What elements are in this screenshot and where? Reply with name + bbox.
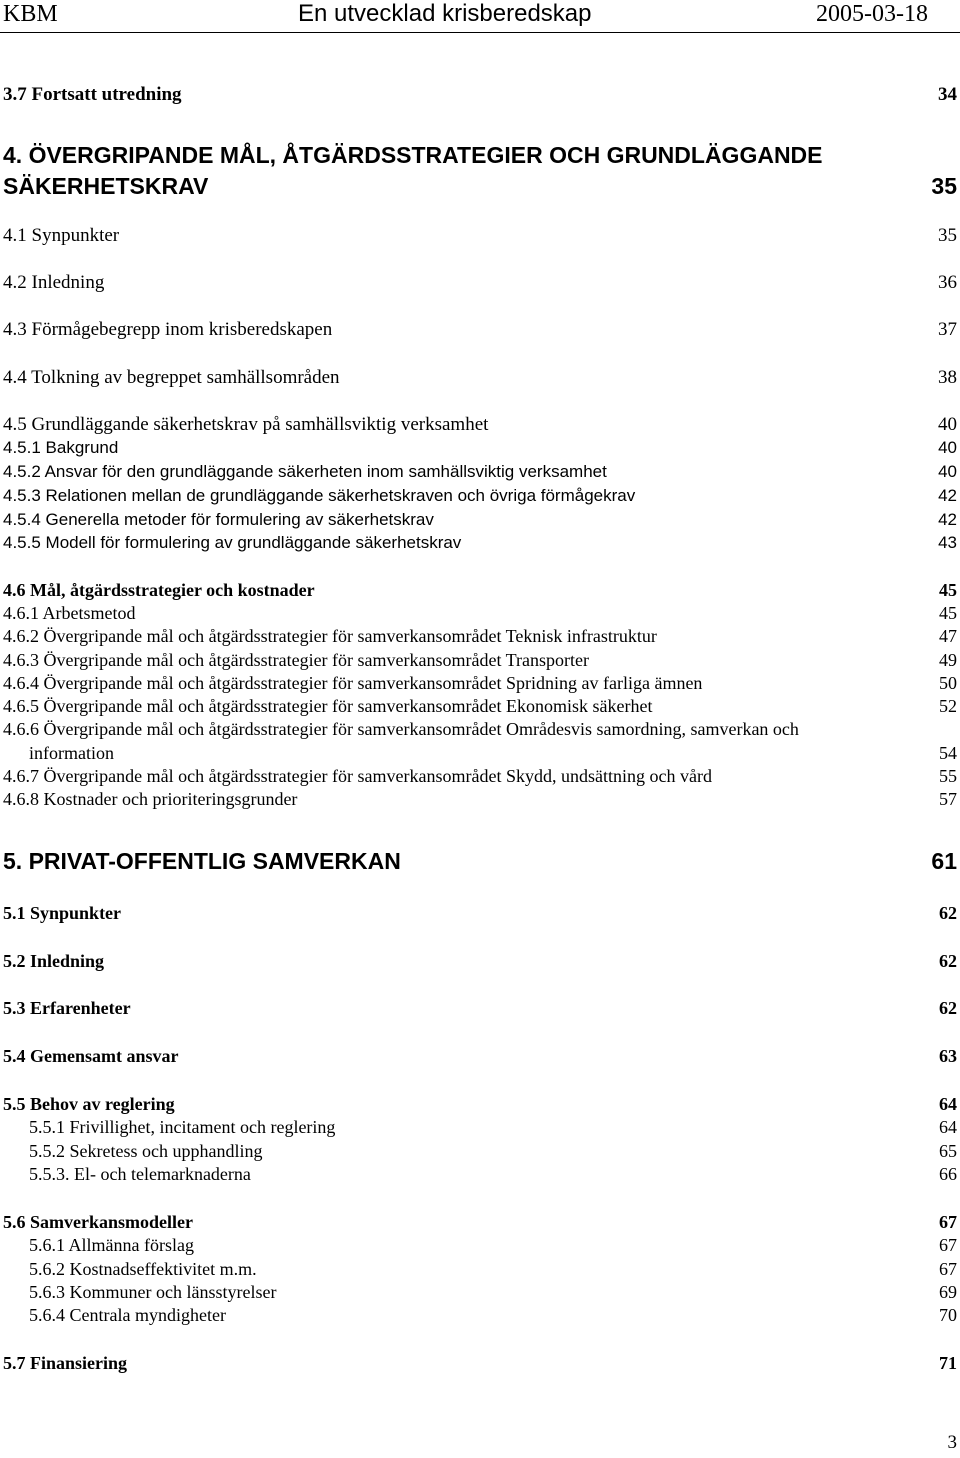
toc-entry-page: 35 — [931, 173, 957, 199]
toc-entry-page: 37 — [938, 319, 957, 340]
toc-entry-title: 5. PRIVAT-OFFENTLIG SAMVERKAN — [3, 848, 401, 874]
toc-entry-page: 50 — [939, 673, 957, 693]
toc-entry-page: 57 — [939, 789, 957, 809]
toc-entry-title: 4.6.1 Arbetsmetod — [3, 603, 136, 623]
toc-entry-title: 5.1 Synpunkter — [3, 903, 122, 923]
toc-entry-title: 4.6.7 Övergripande mål och åtgärdsstrategier för samverkansområdet Skydd, undsättning och vård — [3, 766, 712, 786]
toc-entry-title: 4.6.6 Övergripande mål och åtgärdsstrategier för samverkansområdet Områdesvis samordning, samverkan och — [3, 719, 799, 739]
toc-entry-title: 4.3 Förmågebegrepp inom krisberedskapen — [3, 319, 333, 340]
toc-entry-page: 69 — [939, 1282, 957, 1302]
toc-entry-page: 42 — [938, 510, 957, 529]
toc-entry-page: 62 — [939, 903, 957, 923]
toc-entry-page: 66 — [939, 1164, 957, 1184]
toc-entry-page: 65 — [939, 1141, 957, 1161]
toc-entry-title: 5.6.1 Allmänna förslag — [29, 1235, 194, 1255]
toc-entry-page: 38 — [938, 367, 957, 388]
toc-entry-title: 5.6.2 Kostnadseffektivitet m.m. — [29, 1259, 257, 1279]
header-organization: KBM — [3, 1, 58, 27]
toc-entry-title: 4.6.5 Övergripande mål och åtgärdsstrategier för samverkansområdet Ekonomisk säkerhet — [3, 696, 653, 716]
toc-entry-title: 4.6.3 Övergripande mål och åtgärdsstrategier för samverkansområdet Transporter — [3, 650, 589, 670]
toc-entry-page: 40 — [938, 414, 957, 435]
toc-entry-page: 49 — [939, 650, 957, 670]
header-document-title: En utvecklad krisberedskap — [298, 0, 592, 27]
toc-entry-page: 67 — [939, 1235, 957, 1255]
toc-entry-page: 52 — [939, 696, 957, 716]
page-number: 3 — [947, 1432, 957, 1453]
toc-entry-page: 63 — [939, 1046, 957, 1066]
toc-entry-title-continued: information — [29, 743, 114, 763]
toc-entry-title: 4.6 Mål, åtgärdsstrategier och kostnader — [3, 580, 315, 600]
toc-entry-page: 67 — [939, 1212, 957, 1232]
toc-entry-title: 4.5.2 Ansvar för den grundläggande säkerheten inom samhällsviktig verksamhet — [3, 462, 607, 481]
toc-entry-title: 4.5 Grundläggande säkerhetskrav på samhällsviktig verksamhet — [3, 414, 489, 435]
toc-entry-title: 5.5 Behov av reglering — [3, 1094, 175, 1114]
toc-entry-page: 35 — [938, 225, 957, 246]
toc-entry-title: 5.6.4 Centrala myndigheter — [29, 1305, 226, 1325]
toc-entry-title: 4.5.3 Relationen mellan de grundläggande säkerhetskraven och övriga förmågekrav — [3, 486, 636, 505]
toc-entry-title: 4.2 Inledning — [3, 272, 105, 293]
toc-entry-title: 4.1 Synpunkter — [3, 225, 120, 246]
toc-entry-title: 5.6 Samverkansmodeller — [3, 1212, 193, 1232]
toc-entry-page: 64 — [939, 1094, 957, 1114]
toc-entry-page: 43 — [938, 533, 957, 552]
toc-entry-title: 4.5.5 Modell för formulering av grundläggande säkerhetskrav — [3, 533, 462, 552]
toc-entry-page: 70 — [939, 1305, 957, 1325]
toc-entry-title: 3.7 Fortsatt utredning — [3, 84, 182, 105]
toc-entry-title: 4. ÖVERGRIPANDE MÅL, ÅTGÄRDSSTRATEGIER OCH GRUNDLÄGGANDE — [3, 142, 823, 168]
toc-entry-title: 4.5.4 Generella metoder för formulering av säkerhetskrav — [3, 510, 434, 529]
toc-entry-title: 4.4 Tolkning av begreppet samhällsområden — [3, 367, 340, 388]
toc-entry-title: 5.7 Finansiering — [3, 1353, 128, 1373]
toc-entry-page: 61 — [931, 848, 957, 874]
toc-entry-title: 5.5.2 Sekretess och upphandling — [29, 1141, 263, 1161]
toc-entry-title: 4.6.8 Kostnader och prioriteringsgrunder — [3, 789, 298, 809]
toc-entry-page: 47 — [939, 626, 957, 646]
toc-entry-page: 40 — [938, 438, 957, 457]
toc-entry-page: 64 — [939, 1117, 957, 1137]
toc-entry-title: 5.6.3 Kommuner och länsstyrelser — [29, 1282, 277, 1302]
toc-entry-page: 54 — [939, 743, 957, 763]
toc-entry-title: 4.6.4 Övergripande mål och åtgärdsstrategier för samverkansområdet Spridning av farliga ämnen — [3, 673, 703, 693]
toc-entry-title: 5.2 Inledning — [3, 951, 105, 971]
toc-entry-page: 62 — [939, 998, 957, 1018]
toc-entry-title-continued: SÄKERHETSKRAV — [3, 173, 209, 199]
toc-entry-page: 62 — [939, 951, 957, 971]
toc-entry-page: 67 — [939, 1259, 957, 1279]
toc-entry-page: 42 — [938, 486, 957, 505]
toc-entry-page: 36 — [938, 272, 957, 293]
toc-entry-title: 5.3 Erfarenheter — [3, 998, 131, 1018]
toc-entry-title: 4.6.2 Övergripande mål och åtgärdsstrategier för samverkansområdet Teknisk infrastruktur — [3, 626, 657, 646]
header-date: 2005-03-18 — [816, 1, 928, 27]
toc-entry-page: 40 — [938, 462, 957, 481]
toc-entry-page: 45 — [939, 580, 957, 600]
toc-entry-title: 5.5.1 Frivillighet, incitament och reglering — [29, 1117, 336, 1137]
toc-entry-page: 71 — [939, 1353, 957, 1373]
toc-entry-page: 34 — [938, 84, 957, 105]
toc-entry-page: 45 — [939, 603, 957, 623]
toc-entry-title: 4.5.1 Bakgrund — [3, 438, 119, 457]
toc-entry-title: 5.5.3. El- och telemarknaderna — [29, 1164, 251, 1184]
toc-entry-title: 5.4 Gemensamt ansvar — [3, 1046, 179, 1066]
toc-entry-page: 55 — [939, 766, 957, 786]
